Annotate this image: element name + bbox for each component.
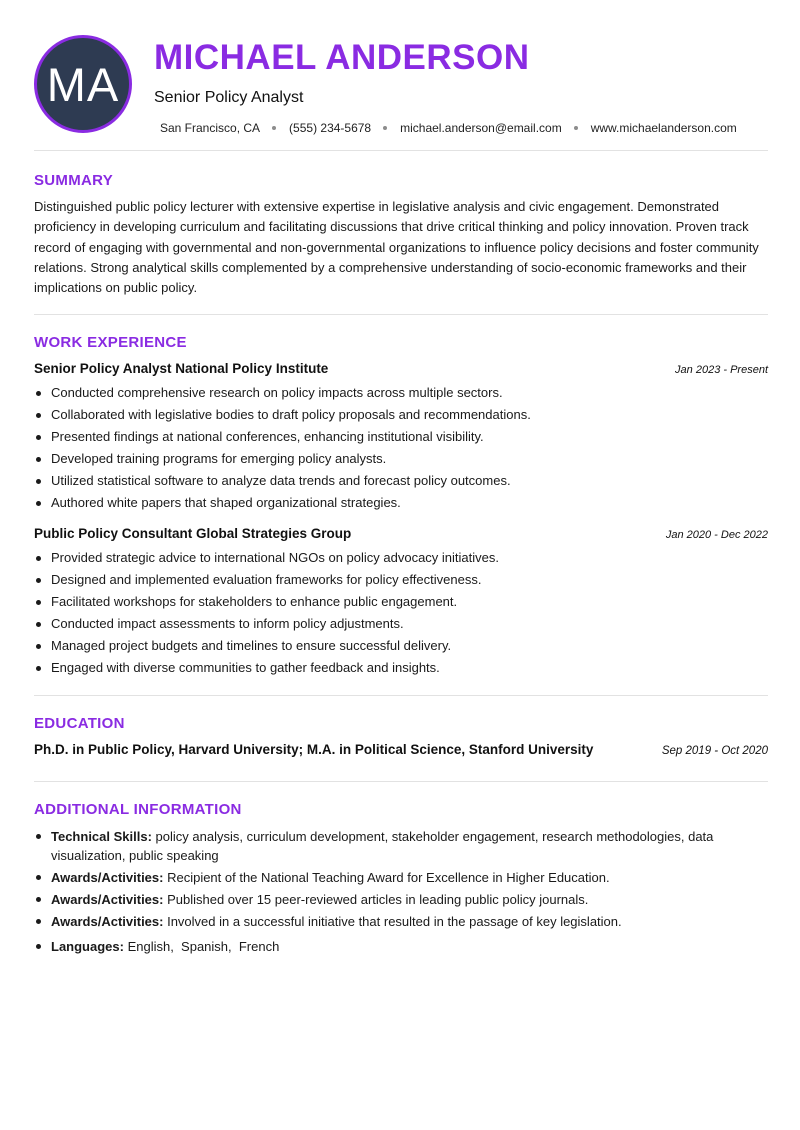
item-label: Awards/Activities: [51,892,164,908]
bullet-dot [36,556,41,561]
summary-heading: SUMMARY [34,172,114,189]
item-label: Awards/Activities: [51,870,164,886]
resume-header [34,0,768,151]
bullet-dot [36,875,41,880]
item-label: Awards/Activities: [51,914,164,930]
item-label: Languages: [51,939,124,955]
candidate-title: Senior Policy Analyst [154,89,304,106]
work-experience-heading: WORK EXPERIENCE [34,334,187,352]
job-role: Public Policy Consultant Global Strategies Group [34,526,352,542]
education-degree: Ph.D. in Public Policy, Harvard University; M.A. in Political Science, Stanford University [34,742,594,758]
job-bullet [34,613,768,635]
job-bullet [34,547,768,569]
additional-info-section [34,782,768,956]
item-text: policy analysis, curriculum development, stakeholder engagement, research methodologies, data visualization, public speaking [51,829,714,864]
job-bullet [34,657,768,679]
bullet-text: Developed training programs for emerging policy analysts. [51,451,387,467]
bullet-dot [36,944,41,949]
job-bullet [34,470,768,492]
job-bullets [34,382,768,514]
education-dates: Sep 2019 - Oct 2020 [661,745,768,758]
bullet-dot [36,435,41,440]
job-entry [34,526,768,679]
item-text: English, Spanish, French [123,939,280,955]
separator-dot [574,126,578,130]
bullet-text: Provided strategic advice to international NGOs on policy advocacy initiatives. [51,550,499,566]
contact-location: San Francisco, CA [160,121,261,135]
job-role: Senior Policy Analyst National Policy Institute [34,361,329,377]
bullet-dot [36,666,41,671]
additional-info-item [34,890,768,909]
contact-info [160,121,737,135]
additional-info-item [34,912,768,931]
job-bullet [34,404,768,426]
resume-page [34,0,768,959]
bullet-text: Utilized statistical software to analyze data trends and forecast policy outcomes. [51,473,511,489]
bullet-dot [36,644,41,649]
bullet-dot [36,501,41,506]
additional-info-item [34,937,768,956]
additional-info-item [34,827,768,865]
bullet-dot [36,897,41,902]
bullet-text: Engaged with diverse communities to gather feedback and insights. [51,660,440,676]
bullet-dot [36,919,41,924]
job-dates: Jan 2023 - Present [675,364,768,377]
bullet-dot [36,600,41,605]
candidate-name: MICHAEL ANDERSON [154,38,530,77]
job-bullet [34,635,768,657]
bullet-text: Facilitated workshops for stakeholders to enhance public engagement. [51,594,458,610]
bullet-text: Managed project budgets and timelines to ensure successful delivery. [51,638,452,654]
job-bullet [34,382,768,404]
bullet-dot [36,391,41,396]
bullet-dot [36,413,41,418]
job-dates: Jan 2020 - Dec 2022 [665,529,768,542]
separator-dot [383,126,387,130]
bullet-text: Conducted comprehensive research on policy impacts across multiple sectors. [51,385,503,401]
contact-website[interactable]: www.michaelanderson.com [590,121,737,135]
job-bullet [34,426,768,448]
summary-section [34,151,768,315]
avatar: MA [34,35,132,133]
bullet-text: Presented findings at national conferences, enhancing institutional visibility. [51,429,484,445]
education-heading: EDUCATION [34,715,125,733]
education-section [34,696,768,782]
additional-info-item [34,868,768,887]
bullet-text: Collaborated with legislative bodies to draft policy proposals and recommendations. [51,407,531,423]
item-label: Technical Skills: [51,829,152,845]
item-text: Involved in a successful initiative that resulted in the passage of key legislation. [163,914,622,930]
additional-info-list [34,827,768,956]
bullet-text: Designed and implemented evaluation frameworks for policy effectiveness. [51,572,482,588]
bullet-dot [36,834,41,839]
separator-dot [272,126,276,130]
work-experience-section [34,315,768,696]
bullet-dot [36,479,41,484]
job-bullet [34,492,768,514]
summary-text: Distinguished public policy lecturer with extensive expertise in legislative analysis and civic engagement. Demonstrated proficiency in developing curriculum and facilitating discussions that drive critical thinking and policy innovation. Proven track record of engaging with governmental and non-governmental organizations to influence policy decisions and foster community relations. Strong analytical skills complemented by a comprehensive understanding of socio-economic frameworks and their implications on public policy. [34,199,759,296]
contact-email[interactable]: michael.anderson@email.com [400,121,562,135]
item-text: Published over 15 peer-reviewed articles in leading public policy journals. [163,892,589,908]
job-entry [34,361,768,514]
contact-phone[interactable]: (555) 234-5678 [289,121,372,135]
bullet-dot [36,578,41,583]
bullet-dot [36,622,41,627]
bullet-dot [36,457,41,462]
bullet-text: Conducted impact assessments to inform policy adjustments. [51,616,404,632]
job-bullet [34,591,768,613]
bullet-text: Authored white papers that shaped organizational strategies. [51,495,401,511]
additional-info-heading: ADDITIONAL INFORMATION [34,801,242,819]
job-bullets [34,547,768,679]
job-bullet [34,569,768,591]
item-text: Recipient of the National Teaching Award for Excellence in Higher Education. [163,870,610,886]
job-bullet [34,448,768,470]
